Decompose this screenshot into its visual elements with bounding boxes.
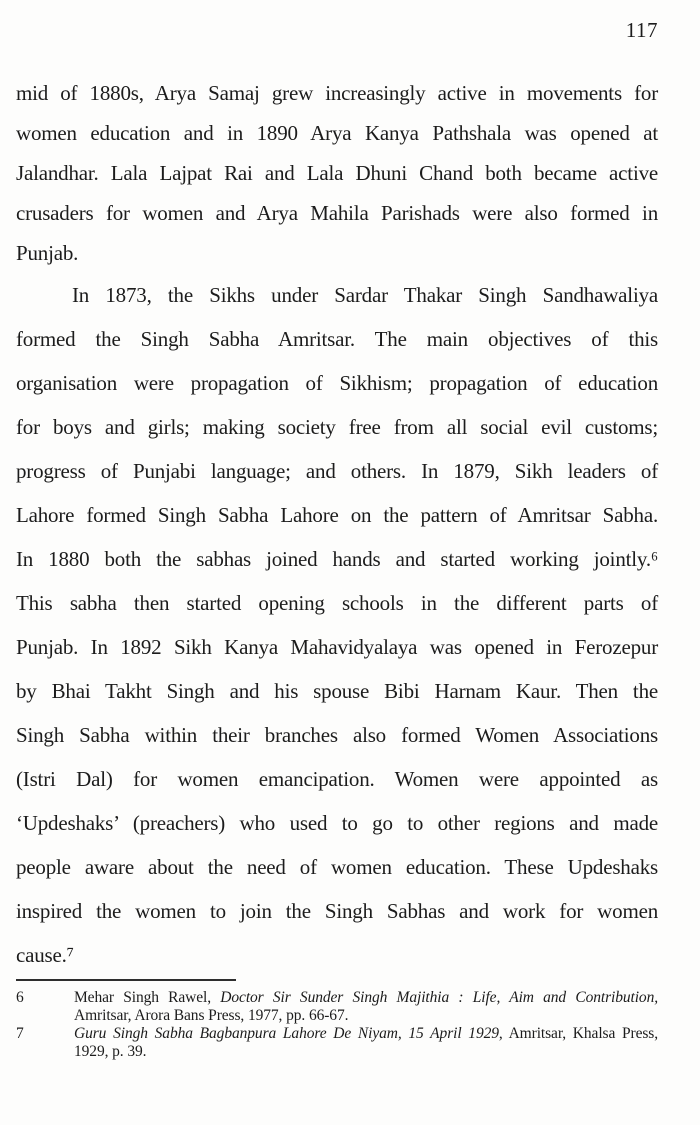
footnotes-section (16, 989, 658, 1061)
footnote-7 (16, 1025, 658, 1061)
text-line: Singh Sabha within their branches also formed Women Associations (16, 723, 658, 747)
text-line: Jalandhar. Lala Lajpat Rai and Lala Dhuni Chand both became active (16, 161, 658, 185)
text-line: Mehar Singh Rawel, Doctor Sir Sunder Singh Majithia : Life, Aim and Contribution, (74, 989, 659, 1006)
text-line: Guru Singh Sabha Bagbanpura Lahore De Niyam, 15 April 1929, Amritsar, Khalsa Press, (74, 1025, 658, 1042)
text-line: Punjab. In 1892 Sikh Kanya Mahavidyalaya was opened in Ferozepur (16, 635, 658, 659)
footnote-6 (16, 989, 658, 1025)
text-line: people aware about the need of women education. These Updeshaks (16, 855, 658, 879)
footnote-7-marker: 7 (16, 1025, 24, 1042)
page-number: 117 (625, 18, 658, 42)
paragraph-singh-sabha (16, 273, 658, 977)
footnote-6-text (74, 989, 658, 1025)
footnote-separator (16, 979, 236, 981)
text-line: In 1880 both the sabhas joined hands and started working jointly.⁶ (16, 547, 658, 571)
text-line: Amritsar, Arora Bans Press, 1977, pp. 66-67. (74, 1007, 349, 1024)
paragraph-continued (16, 73, 658, 273)
text-line: cause.⁷ (16, 943, 74, 967)
text-line: women education and in 1890 Arya Kanya Pathshala was opened at (16, 121, 658, 145)
text-line: progress of Punjabi language; and others. In 1879, Sikh leaders of (16, 459, 658, 483)
text-line: Lahore formed Singh Sabha Lahore on the pattern of Amritsar Sabha. (16, 503, 658, 527)
text-line: organisation were propagation of Sikhism; propagation of education (16, 371, 658, 395)
text-line: (Istri Dal) for women emancipation. Women were appointed as (16, 767, 658, 791)
text-line: formed the Singh Sabha Amritsar. The main objectives of this (16, 327, 658, 351)
text-line: for boys and girls; making society free from all social evil customs; (16, 415, 658, 439)
text-line: Punjab. (16, 241, 79, 265)
text-line: In 1873, the Sikhs under Sardar Thakar Singh Sandhawaliya (72, 283, 658, 307)
footnote-6-marker: 6 (16, 989, 24, 1006)
text-line: inspired the women to join the Singh Sabhas and work for women (16, 899, 658, 923)
text-line: by Bhai Takht Singh and his spouse Bibi Harnam Kaur. Then the (16, 679, 658, 703)
text-line: 1929, p. 39. (74, 1043, 147, 1060)
text-line: ‘Updeshaks’ (preachers) who used to go to other regions and made (16, 811, 658, 835)
text-line: mid of 1880s, Arya Samaj grew increasingly active in movements for (16, 81, 658, 105)
text-line: This sabha then started opening schools in the different parts of (16, 591, 658, 615)
footnote-7-text (74, 1025, 658, 1061)
text-line: crusaders for women and Arya Mahila Parishads were also formed in (16, 201, 658, 225)
